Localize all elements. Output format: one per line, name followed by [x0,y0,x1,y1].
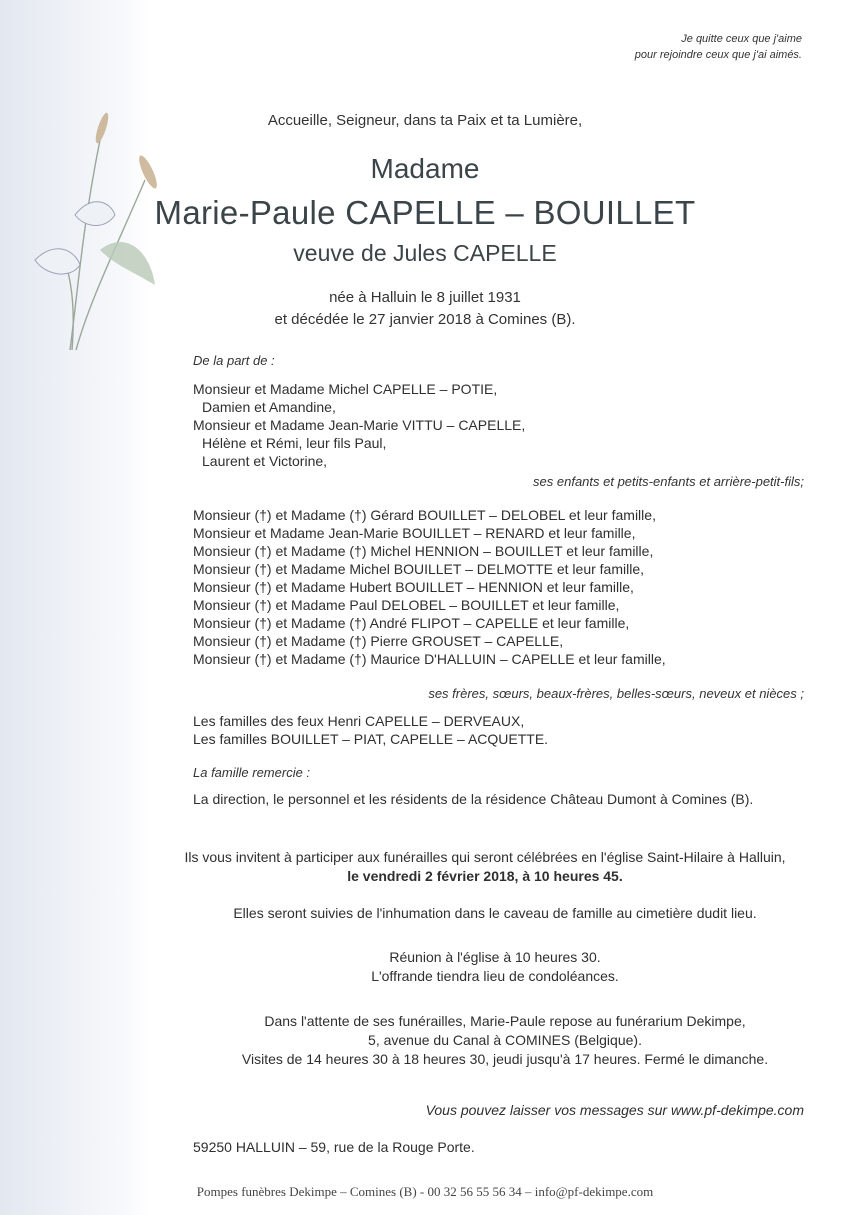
list-item: Monsieur (†) et Madame (†) Maurice D'HALLUIN – CAPELLE et leur famille, [193,651,666,667]
meeting-line: Réunion à l'église à 10 heures 30. [389,949,601,965]
list-item: Laurent et Victorine, [202,453,328,469]
list-item: Monsieur (†) et Madame (†) Michel HENNION – BOUILLET et leur famille, [193,543,654,559]
burial-info: Elles seront suivies de l'inhumation dans le caveau de famille au cimetière dudit lieu. [233,905,757,921]
viewing-info [0,1012,850,1069]
list-item: Monsieur (†) et Madame (†) Pierre GROUSET – CAPELLE, [193,633,564,649]
messages-link[interactable]: Vous pouvez laisser vos messages sur www.pf-dekimpe.com [425,1102,804,1118]
families-list [193,712,548,748]
invitation-date: le vendredi 2 février 2018, à 10 heures 45. [347,868,623,884]
list-item: Les familles des feux Henri CAPELLE – DERVEAUX, [193,713,525,729]
footer-contact: Pompes funèbres Dekimpe – Comines (B) - 00 32 56 55 56 34 – info@pf-dekimpe.com [196,1184,654,1199]
children-list [193,380,525,470]
epigraph [635,31,802,63]
children-caption: ses enfants et petits-enfants et arrière-petit-fils; [533,474,804,489]
siblings-list [193,506,666,668]
viewing-line: Dans l'attente de ses funérailles, Marie-Paule repose au funérarium Dekimpe, [264,1013,746,1029]
address: 59250 HALLUIN – 59, rue de la Rouge Porte. [193,1139,475,1155]
list-item: Monsieur et Madame Jean-Marie VITTU – CAPELLE, [193,417,526,433]
deceased-name: Marie-Paule CAPELLE – BOUILLET [154,194,696,231]
thanks-label: La famille remercie : [193,765,311,780]
list-item: Monsieur et Madame Michel CAPELLE – POTIE, [193,381,498,397]
widow-of: veuve de Jules CAPELLE [293,240,557,266]
list-item: Monsieur et Madame Jean-Marie BOUILLET – RENARD et leur famille, [193,525,636,541]
honorific: Madame [370,153,480,184]
meeting-info [0,948,850,986]
list-item: Hélène et Rémi, leur fils Paul, [202,435,387,451]
invitation-text: Ils vous invitent à participer aux funérailles qui seront célébrées en l'église Saint-Hilaire à Halluin, [184,849,786,865]
birth-death-info [0,287,850,331]
siblings-caption: ses frères, sœurs, beaux-frères, belles-sœurs, neveux et nièces ; [428,686,804,701]
list-item: Monsieur (†) et Madame (†) André FLIPOT – CAPELLE et leur famille, [193,615,630,631]
birth-line: née à Halluin le 8 juillet 1931 [329,289,521,306]
offering-line: L'offrande tiendra lieu de condoléances. [371,968,619,984]
epigraph-line: Je quitte ceux que j'aime [681,33,802,45]
viewing-line: Visites de 14 heures 30 à 18 heures 30, jeudi jusqu'à 17 heures. Fermé le dimanche. [241,1051,769,1067]
list-item: Monsieur (†) et Madame Paul DELOBEL – BOUILLET et leur famille, [193,597,620,613]
list-item: Monsieur (†) et Madame Hubert BOUILLET – HENNION et leur famille, [193,579,634,595]
epigraph-line: pour rejoindre ceux que j'ai aimés. [634,49,802,61]
list-item: Les familles BOUILLET – PIAT, CAPELLE – ACQUETTE. [193,731,549,747]
list-item: Monsieur (†) et Madame Michel BOUILLET – DELMOTTE et leur famille, [193,561,645,577]
prayer: Accueille, Seigneur, dans ta Paix et ta Lumière, [267,112,583,129]
from-label: De la part de : [193,353,275,368]
thanks-text: La direction, le personnel et les résidents de la résidence Château Dumont à Comines (B). [193,791,754,807]
list-item: Damien et Amandine, [202,399,336,415]
viewing-line: 5, avenue du Canal à COMINES (Belgique). [368,1032,642,1048]
funeral-invitation [0,848,850,886]
list-item: Monsieur (†) et Madame (†) Gérard BOUILLET – DELOBEL et leur famille, [193,507,656,523]
death-line: et décédée le 27 janvier 2018 à Comines (B). [274,311,576,328]
